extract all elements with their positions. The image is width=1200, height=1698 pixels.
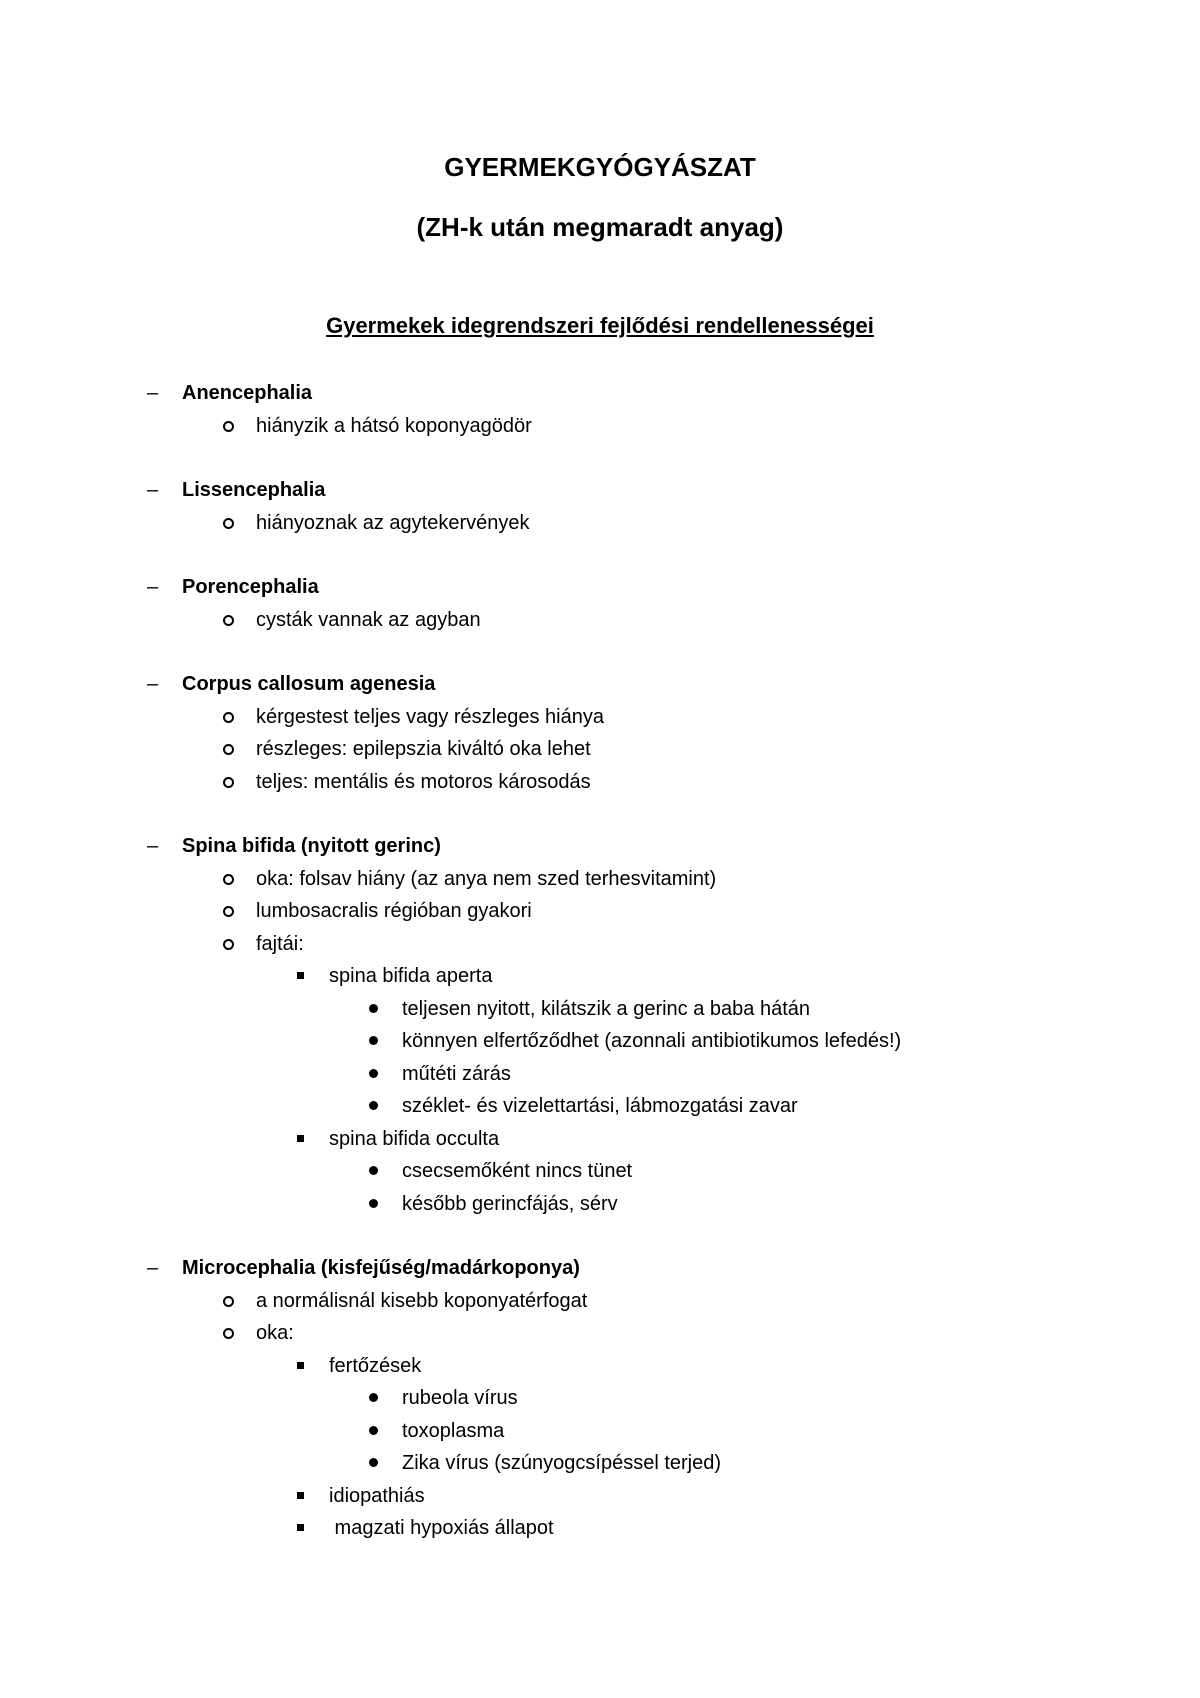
list-item xyxy=(256,701,1200,734)
list-item xyxy=(256,410,1200,443)
list-item-text: a normálisnál kisebb koponyatérfogat xyxy=(256,1289,588,1312)
list-item-text: oka: folsav hiány (az anya nem szed terhesvitamint) xyxy=(256,867,717,890)
hollow-circle-bullet xyxy=(223,1328,234,1339)
list-item-text: csecsemőként nincs tünet xyxy=(402,1160,633,1182)
section-heading: Gyermekek idegrendszeri fejlődési rendellenességei xyxy=(326,313,874,338)
list-item-text: kérgestest teljes vagy részleges hiánya xyxy=(256,705,604,728)
list-item xyxy=(256,1317,1200,1350)
dash-bullet: – xyxy=(147,835,159,857)
hollow-circle-bullet xyxy=(223,939,234,950)
list-item-text: teljesen nyitott, kilátszik a gerinc a baba hátán xyxy=(402,997,811,1020)
dot-bullet xyxy=(369,1101,378,1110)
topic-spina-bifida xyxy=(0,830,1200,1220)
list-item-text: cysták vannak az agyban xyxy=(256,608,481,631)
dot-bullet xyxy=(369,1458,378,1467)
topic-lissencephalia xyxy=(0,474,1200,539)
topic-items xyxy=(182,863,1200,1221)
dot-bullet xyxy=(369,1004,378,1013)
hollow-circle-bullet xyxy=(223,744,234,755)
square-bullet xyxy=(297,1135,304,1142)
list-item-text: Zika vírus (szúnyogcsípéssel terjed) xyxy=(402,1452,722,1474)
topic-title: Lissencephalia xyxy=(182,479,326,501)
list-item xyxy=(256,766,1200,799)
list-item xyxy=(256,863,1200,896)
square-bullet xyxy=(297,972,304,979)
list-item-text: hiányzik a hátsó koponyagödör xyxy=(256,414,532,437)
square-bullet xyxy=(297,1524,304,1531)
square-bullet xyxy=(297,1362,304,1369)
list-item-text: fertőzések xyxy=(329,1354,422,1377)
list-item xyxy=(402,1025,1200,1058)
list-item xyxy=(402,1188,1200,1221)
list-item xyxy=(256,733,1200,766)
list-item-text: spina bifida aperta xyxy=(329,965,493,987)
dot-bullet xyxy=(369,1166,378,1175)
topic-title: Spina bifida (nyitott gerinc) xyxy=(182,835,441,857)
list-item xyxy=(256,928,1200,961)
list-item-text: könnyen elfertőződhet (azonnali antibiotikumos lefedés!) xyxy=(402,1030,902,1052)
topic-anencephalia xyxy=(0,377,1200,442)
topic-microcephalia xyxy=(0,1252,1200,1545)
list-item-text: részleges: epilepszia kiváltó oka lehet xyxy=(256,738,591,760)
list-item xyxy=(329,1480,1200,1513)
dash-bullet: – xyxy=(147,576,159,598)
dot-bullet xyxy=(369,1426,378,1435)
list-item-text: később gerincfájás, sérv xyxy=(402,1192,618,1215)
topic-items xyxy=(182,410,1200,443)
list-item xyxy=(256,1285,1200,1318)
list-item xyxy=(256,507,1200,540)
topic-title: Corpus callosum agenesia xyxy=(182,673,436,695)
topic-title: Microcephalia (kisfejűség/madárkoponya) xyxy=(182,1257,580,1279)
hollow-circle-bullet xyxy=(223,421,234,432)
list-item-text: műtéti zárás xyxy=(402,1062,511,1085)
hollow-circle-bullet xyxy=(223,777,234,788)
document-subtitle: (ZH-k után megmaradt anyag) xyxy=(416,212,784,242)
dot-bullet xyxy=(369,1069,378,1078)
list-item-text: toxoplasma xyxy=(402,1419,505,1442)
list-item xyxy=(402,993,1200,1026)
topic-items xyxy=(182,1285,1200,1545)
topic-title: Anencephalia xyxy=(182,382,313,404)
list-item-text: spina bifida occulta xyxy=(329,1127,500,1150)
list-item xyxy=(402,1090,1200,1123)
dot-bullet xyxy=(369,1199,378,1208)
list-item xyxy=(402,1155,1200,1188)
list-item-text: fajtái: xyxy=(256,932,304,955)
list-item-text: széklet- és vizelettartási, lábmozgatási zavar xyxy=(402,1095,798,1117)
list-item-text: hiányoznak az agytekervények xyxy=(256,511,530,534)
list-item-text: oka: xyxy=(256,1322,294,1344)
hollow-circle-bullet xyxy=(223,615,234,626)
list-item-text: magzati hypoxiás állapot xyxy=(329,1517,554,1539)
square-bullet xyxy=(297,1492,304,1499)
list-item xyxy=(402,1447,1200,1480)
topic-items xyxy=(182,507,1200,540)
dash-bullet: – xyxy=(147,673,159,695)
topic-title: Porencephalia xyxy=(182,576,319,598)
dash-bullet: – xyxy=(147,479,159,501)
topic-items xyxy=(182,701,1200,799)
list-item xyxy=(402,1058,1200,1091)
list-item xyxy=(402,1415,1200,1448)
list-item xyxy=(329,1512,1200,1545)
list-item-text: teljes: mentális és motoros károsodás xyxy=(256,770,591,793)
dot-bullet xyxy=(369,1393,378,1402)
topic-items xyxy=(182,604,1200,637)
list-item xyxy=(329,1123,1200,1156)
hollow-circle-bullet xyxy=(223,1296,234,1307)
dash-bullet: – xyxy=(147,382,159,404)
dot-bullet xyxy=(369,1036,378,1045)
list-item xyxy=(329,960,1200,993)
list-item xyxy=(256,604,1200,637)
topic-list xyxy=(0,377,1200,1577)
hollow-circle-bullet xyxy=(223,518,234,529)
list-item-text: idiopathiás xyxy=(329,1484,425,1507)
hollow-circle-bullet xyxy=(223,906,234,917)
document-title: GYERMEKGYÓGYÁSZAT xyxy=(444,152,756,182)
list-item xyxy=(402,1382,1200,1415)
hollow-circle-bullet xyxy=(223,712,234,723)
topic-porencephalia xyxy=(0,571,1200,636)
list-item xyxy=(329,1350,1200,1383)
dash-bullet: – xyxy=(147,1257,159,1279)
topic-corpus-callosum-agenesia xyxy=(0,668,1200,798)
list-item-text: lumbosacralis régióban gyakori xyxy=(256,900,532,922)
list-item-text: rubeola vírus xyxy=(402,1387,518,1409)
hollow-circle-bullet xyxy=(223,874,234,885)
list-item xyxy=(256,895,1200,928)
